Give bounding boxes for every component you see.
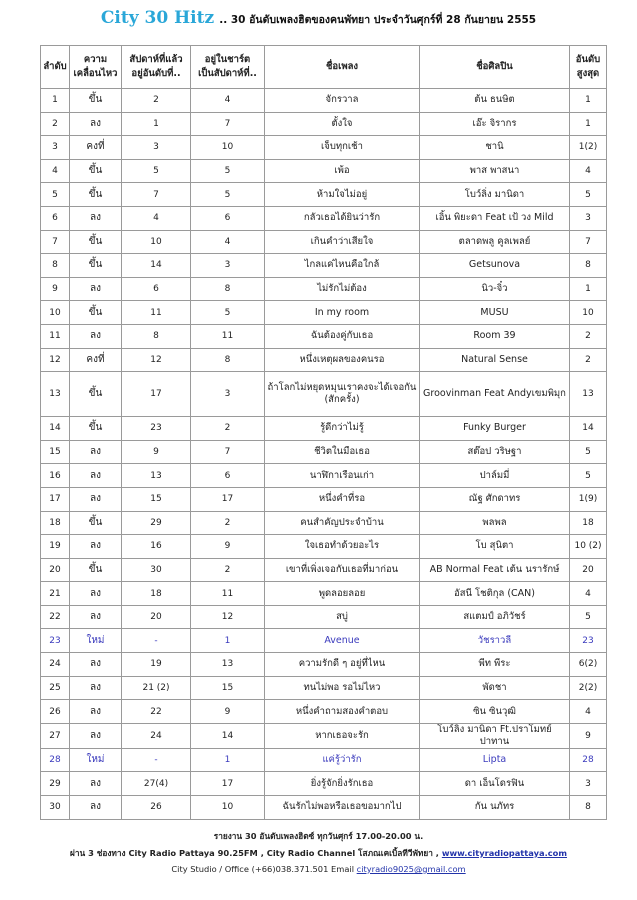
last-week-cell: - xyxy=(122,629,191,653)
header-artist: ชื่อศิลปิน xyxy=(420,46,570,89)
artist-cell: พีท พีระ xyxy=(420,653,570,677)
header-last-week: สัปดาห์ที่แล้ว อยู่อันดับที่.. xyxy=(122,46,191,89)
artist-cell: Groovinman Feat Andyเขมพิมุก xyxy=(420,372,570,417)
peak-cell: 5 xyxy=(570,183,607,207)
movement-cell: ขึ้น xyxy=(70,254,122,278)
artist-cell: Funky Burger xyxy=(420,417,570,441)
rank-cell: 16 xyxy=(41,464,70,488)
peak-cell: 4 xyxy=(570,700,607,724)
peak-cell: 5 xyxy=(570,464,607,488)
weeks-cell: 5 xyxy=(191,159,265,183)
rank-cell: 8 xyxy=(41,254,70,278)
peak-cell: 1(2) xyxy=(570,136,607,160)
rank-cell: 9 xyxy=(41,277,70,301)
song-cell: รู้ดีกว่าไม่รู้ xyxy=(265,417,420,441)
rank-cell: 23 xyxy=(41,629,70,653)
song-cell: พูดลอยลอย xyxy=(265,582,420,606)
rank-cell: 4 xyxy=(41,159,70,183)
song-cell: หนึ่งคำถามสองคำตอบ xyxy=(265,700,420,724)
artist-cell: Lipta xyxy=(420,748,570,772)
last-week-cell: 11 xyxy=(122,301,191,325)
movement-cell: ลง xyxy=(70,582,122,606)
weeks-cell: 11 xyxy=(191,582,265,606)
artist-cell: AB Normal Feat เต้น นรารักษ์ xyxy=(420,558,570,582)
last-week-cell: 19 xyxy=(122,653,191,677)
artist-cell: สต๊อป วริษฐา xyxy=(420,440,570,464)
rank-cell: 21 xyxy=(41,582,70,606)
artist-cell: ดา เอ็นโดรฟิน xyxy=(420,772,570,796)
weeks-cell: 1 xyxy=(191,629,265,653)
last-week-cell: 12 xyxy=(122,348,191,372)
movement-cell: ลง xyxy=(70,277,122,301)
movement-cell: ขึ้น xyxy=(70,511,122,535)
artist-cell: พาส พาสนา xyxy=(420,159,570,183)
movement-cell: ลง xyxy=(70,440,122,464)
song-cell: In my room xyxy=(265,301,420,325)
peak-cell: 18 xyxy=(570,511,607,535)
peak-cell: 20 xyxy=(570,558,607,582)
artist-cell: ต้น ธนษิต xyxy=(420,89,570,113)
table-row xyxy=(41,653,607,677)
song-cell: ไม่รักไม่ต้อง xyxy=(265,277,420,301)
table-row xyxy=(41,230,607,254)
song-cell: ห้ามใจไม่อยู่ xyxy=(265,183,420,207)
artist-cell: โบว์ลิ่ง มานิดา xyxy=(420,183,570,207)
rank-cell: 30 xyxy=(41,796,70,820)
artist-cell: โบว์ลิ่ง มานิดา Ft.ปราโมทย์ ปาทาน xyxy=(420,723,570,748)
header-rank: ลำดับ xyxy=(41,46,70,89)
artist-cell: MUSU xyxy=(420,301,570,325)
brand-title: City 30 Hitz xyxy=(100,8,215,28)
header-peak: อันดับ สูงสุด xyxy=(570,46,607,89)
song-cell: ฉันรักไม่พอหรือเธอขอมากไป xyxy=(265,796,420,820)
footer-schedule: รายงาน 30 อันดับเพลงฮิตซ์ ทุกวันศุกร์ 17.00-20.00 น. xyxy=(213,831,424,841)
last-week-cell: 29 xyxy=(122,511,191,535)
table-row xyxy=(41,159,607,183)
artist-cell: เอ๊ะ จิรากร xyxy=(420,112,570,136)
last-week-cell: 7 xyxy=(122,183,191,207)
artist-cell: ปาล์มมี่ xyxy=(420,464,570,488)
song-cell: ทนไม่พอ รอไม่ไหว xyxy=(265,676,420,700)
table-row xyxy=(41,254,607,278)
peak-cell: 23 xyxy=(570,629,607,653)
table-row xyxy=(41,89,607,113)
peak-cell: 4 xyxy=(570,582,607,606)
movement-cell: ใหม่ xyxy=(70,748,122,772)
peak-cell: 2 xyxy=(570,324,607,348)
header-movement: ความ เคลื่อนไหว xyxy=(70,46,122,89)
footer-channels: ผ่าน 3 ช่องทาง City Radio Pattaya 90.25FM , City Radio Channel โสภณเคเบิ้ลทีวีพัทยา , www.cityradiopattaya.com xyxy=(69,848,568,858)
movement-cell: คงที่ xyxy=(70,136,122,160)
artist-cell: ซิน ซินวุฒิ xyxy=(420,700,570,724)
page-title xyxy=(0,8,637,28)
last-week-cell: 5 xyxy=(122,159,191,183)
rank-cell: 22 xyxy=(41,605,70,629)
table-body xyxy=(41,89,607,820)
table-row xyxy=(41,372,607,417)
last-week-cell: 6 xyxy=(122,277,191,301)
rank-cell: 3 xyxy=(41,136,70,160)
peak-cell: 1 xyxy=(570,277,607,301)
rank-cell: 14 xyxy=(41,417,70,441)
weeks-cell: 13 xyxy=(191,653,265,677)
rank-cell: 10 xyxy=(41,301,70,325)
artist-cell: เอิ้น พิยะดา Feat เป้ วง Mild xyxy=(420,206,570,230)
weeks-cell: 4 xyxy=(191,230,265,254)
peak-cell: 8 xyxy=(570,796,607,820)
song-cell: เกินคำว่าเสียใจ xyxy=(265,230,420,254)
song-cell: หากเธอจะรัก xyxy=(265,723,420,748)
last-week-cell: 9 xyxy=(122,440,191,464)
rank-cell: 18 xyxy=(41,511,70,535)
movement-cell: ลง xyxy=(70,653,122,677)
rank-cell: 5 xyxy=(41,183,70,207)
movement-cell: ลง xyxy=(70,487,122,511)
rank-cell: 7 xyxy=(41,230,70,254)
last-week-cell: 13 xyxy=(122,464,191,488)
weeks-cell: 2 xyxy=(191,417,265,441)
peak-cell: 3 xyxy=(570,206,607,230)
last-week-cell: 26 xyxy=(122,796,191,820)
movement-cell: ลง xyxy=(70,723,122,748)
weeks-cell: 11 xyxy=(191,324,265,348)
peak-cell: 2(2) xyxy=(570,676,607,700)
table-row xyxy=(41,183,607,207)
artist-cell: อัสนี โชติกุล (CAN) xyxy=(420,582,570,606)
song-cell: หนึ่งเหตุผลของคนรอ xyxy=(265,348,420,372)
rank-cell: 25 xyxy=(41,676,70,700)
artist-cell: Room 39 xyxy=(420,324,570,348)
rank-cell: 1 xyxy=(41,89,70,113)
artist-cell: Getsunova xyxy=(420,254,570,278)
movement-cell: ลง xyxy=(70,700,122,724)
weeks-cell: 6 xyxy=(191,206,265,230)
last-week-cell: 30 xyxy=(122,558,191,582)
movement-cell: ขึ้น xyxy=(70,558,122,582)
rank-cell: 6 xyxy=(41,206,70,230)
table-row xyxy=(41,796,607,820)
movement-cell: ลง xyxy=(70,796,122,820)
table-row xyxy=(41,487,607,511)
artist-cell: นิว-จิ๋ว xyxy=(420,277,570,301)
weeks-cell: 4 xyxy=(191,89,265,113)
artist-cell: ตลาดพลู คูลเพลย์ xyxy=(420,230,570,254)
rank-cell: 24 xyxy=(41,653,70,677)
weeks-cell: 12 xyxy=(191,605,265,629)
weeks-cell: 7 xyxy=(191,440,265,464)
table-row xyxy=(41,748,607,772)
weeks-cell: 5 xyxy=(191,183,265,207)
table-row xyxy=(41,136,607,160)
table-row xyxy=(41,112,607,136)
weeks-cell: 7 xyxy=(191,112,265,136)
song-cell: คนสำคัญประจำบ้าน xyxy=(265,511,420,535)
rank-cell: 26 xyxy=(41,700,70,724)
table-row xyxy=(41,558,607,582)
last-week-cell: 17 xyxy=(122,372,191,417)
last-week-cell: 21 (2) xyxy=(122,676,191,700)
last-week-cell: 15 xyxy=(122,487,191,511)
table-row xyxy=(41,206,607,230)
table-row xyxy=(41,723,607,748)
peak-cell: 1(9) xyxy=(570,487,607,511)
movement-cell: ขึ้น xyxy=(70,417,122,441)
rank-cell: 15 xyxy=(41,440,70,464)
last-week-cell: 24 xyxy=(122,723,191,748)
website-link[interactable]: www.cityradiopattaya.com xyxy=(441,848,568,858)
movement-cell: ลง xyxy=(70,676,122,700)
song-cell: เจ็บทุกเช้า xyxy=(265,136,420,160)
song-cell: กลัวเธอได้ยินว่ารัก xyxy=(265,206,420,230)
weeks-cell: 17 xyxy=(191,487,265,511)
song-cell: ไกลแค่ไหนคือใกล้ xyxy=(265,254,420,278)
weeks-cell: 2 xyxy=(191,558,265,582)
peak-cell: 9 xyxy=(570,723,607,748)
last-week-cell: 2 xyxy=(122,89,191,113)
artist-cell: โบ สุนิตา xyxy=(420,535,570,559)
rank-cell: 20 xyxy=(41,558,70,582)
peak-cell: 5 xyxy=(570,440,607,464)
table-row xyxy=(41,277,607,301)
movement-cell: ขึ้น xyxy=(70,372,122,417)
table-row xyxy=(41,582,607,606)
email-link[interactable]: cityradio9025@gmail.com xyxy=(356,864,466,874)
table-row xyxy=(41,440,607,464)
rank-cell: 2 xyxy=(41,112,70,136)
artist-cell: ชานิ xyxy=(420,136,570,160)
artist-cell: ณัฐ ศักดาทร xyxy=(420,487,570,511)
song-cell: จักรวาล xyxy=(265,89,420,113)
header-song: ชื่อเพลง xyxy=(265,46,420,89)
title-text: .. 30 อันดับเพลงฮิตของคนพัทยา ประจำวันศุกร์ที่ 28 กันยายน 2555 xyxy=(219,14,537,26)
table-row xyxy=(41,417,607,441)
song-cell: หนึ่งคำที่รอ xyxy=(265,487,420,511)
movement-cell: ขึ้น xyxy=(70,159,122,183)
peak-cell: 13 xyxy=(570,372,607,417)
peak-cell: 1 xyxy=(570,112,607,136)
movement-cell: ขึ้น xyxy=(70,230,122,254)
movement-cell: ลง xyxy=(70,206,122,230)
song-cell: สบู่ xyxy=(265,605,420,629)
last-week-cell: - xyxy=(122,748,191,772)
rank-cell: 17 xyxy=(41,487,70,511)
rank-cell: 27 xyxy=(41,723,70,748)
table-row xyxy=(41,772,607,796)
song-cell: ความรักดี ๆ อยู่ที่ไหน xyxy=(265,653,420,677)
table-row xyxy=(41,464,607,488)
weeks-cell: 10 xyxy=(191,796,265,820)
rank-cell: 19 xyxy=(41,535,70,559)
movement-cell: ขึ้น xyxy=(70,183,122,207)
weeks-cell: 3 xyxy=(191,372,265,417)
movement-cell: ลง xyxy=(70,535,122,559)
movement-cell: คงที่ xyxy=(70,348,122,372)
weeks-cell: 8 xyxy=(191,348,265,372)
movement-cell: ลง xyxy=(70,772,122,796)
weeks-cell: 5 xyxy=(191,301,265,325)
footer-contact: City Studio / Office (+66)038.371.501 Email cityradio9025@gmail.com xyxy=(171,864,466,874)
last-week-cell: 18 xyxy=(122,582,191,606)
song-cell: Avenue xyxy=(265,629,420,653)
last-week-cell: 14 xyxy=(122,254,191,278)
artist-cell: กัน นภัทร xyxy=(420,796,570,820)
peak-cell: 28 xyxy=(570,748,607,772)
rank-cell: 29 xyxy=(41,772,70,796)
weeks-cell: 8 xyxy=(191,277,265,301)
peak-cell: 14 xyxy=(570,417,607,441)
chart-table xyxy=(40,45,607,820)
movement-cell: ลง xyxy=(70,112,122,136)
artist-cell: พลพล xyxy=(420,511,570,535)
movement-cell: ลง xyxy=(70,605,122,629)
song-cell: นาฬิกาเรือนเก่า xyxy=(265,464,420,488)
weeks-cell: 9 xyxy=(191,700,265,724)
song-cell: ยิ่งรู้จักยิ่งรักเธอ xyxy=(265,772,420,796)
last-week-cell: 3 xyxy=(122,136,191,160)
artist-cell: พัดชา xyxy=(420,676,570,700)
song-cell: ชีวิตในมือเธอ xyxy=(265,440,420,464)
peak-cell: 1 xyxy=(570,89,607,113)
song-cell: เพ้อ xyxy=(265,159,420,183)
last-week-cell: 8 xyxy=(122,324,191,348)
weeks-cell: 6 xyxy=(191,464,265,488)
last-week-cell: 20 xyxy=(122,605,191,629)
last-week-cell: 23 xyxy=(122,417,191,441)
song-cell: ฉันต้องคู่กับเธอ xyxy=(265,324,420,348)
movement-cell: ลง xyxy=(70,324,122,348)
weeks-cell: 14 xyxy=(191,723,265,748)
rank-cell: 28 xyxy=(41,748,70,772)
weeks-cell: 15 xyxy=(191,676,265,700)
last-week-cell: 1 xyxy=(122,112,191,136)
weeks-cell: 9 xyxy=(191,535,265,559)
song-cell: ใจเธอทำด้วยอะไร xyxy=(265,535,420,559)
song-cell: แค่รู้ว่ารัก xyxy=(265,748,420,772)
peak-cell: 6(2) xyxy=(570,653,607,677)
song-cell: ถ้าโลกไม่หยุดหมุนเราคงจะได้เจอกัน (สักครั้ง) xyxy=(265,372,420,417)
last-week-cell: 27(4) xyxy=(122,772,191,796)
movement-cell: ลง xyxy=(70,464,122,488)
table-row xyxy=(41,605,607,629)
peak-cell: 10 (2) xyxy=(570,535,607,559)
rank-cell: 12 xyxy=(41,348,70,372)
peak-cell: 10 xyxy=(570,301,607,325)
rank-cell: 13 xyxy=(41,372,70,417)
peak-cell: 5 xyxy=(570,605,607,629)
weeks-cell: 17 xyxy=(191,772,265,796)
song-cell: ตั้งใจ xyxy=(265,112,420,136)
weeks-cell: 10 xyxy=(191,136,265,160)
last-week-cell: 4 xyxy=(122,206,191,230)
peak-cell: 2 xyxy=(570,348,607,372)
peak-cell: 8 xyxy=(570,254,607,278)
peak-cell: 4 xyxy=(570,159,607,183)
peak-cell: 7 xyxy=(570,230,607,254)
table-row xyxy=(41,676,607,700)
table-row xyxy=(41,324,607,348)
table-row xyxy=(41,511,607,535)
artist-cell: สแตมป์ อภิวัชร์ xyxy=(420,605,570,629)
artist-cell: วัชราวลี xyxy=(420,629,570,653)
movement-cell: ขึ้น xyxy=(70,89,122,113)
table-header-row xyxy=(41,46,607,89)
table-row xyxy=(41,700,607,724)
last-week-cell: 22 xyxy=(122,700,191,724)
table-row xyxy=(41,535,607,559)
peak-cell: 3 xyxy=(570,772,607,796)
table-row xyxy=(41,348,607,372)
movement-cell: ขึ้น xyxy=(70,301,122,325)
rank-cell: 11 xyxy=(41,324,70,348)
table-row xyxy=(41,301,607,325)
last-week-cell: 16 xyxy=(122,535,191,559)
weeks-cell: 2 xyxy=(191,511,265,535)
song-cell: เขาที่เพิ่งเจอกับเธอที่มาก่อน xyxy=(265,558,420,582)
movement-cell: ใหม่ xyxy=(70,629,122,653)
table-row xyxy=(41,629,607,653)
weeks-cell: 1 xyxy=(191,748,265,772)
header-weeks-on-chart: อยู่ในชาร์ต เป็นสัปดาห์ที่.. xyxy=(191,46,265,89)
weeks-cell: 3 xyxy=(191,254,265,278)
last-week-cell: 10 xyxy=(122,230,191,254)
artist-cell: Natural Sense xyxy=(420,348,570,372)
